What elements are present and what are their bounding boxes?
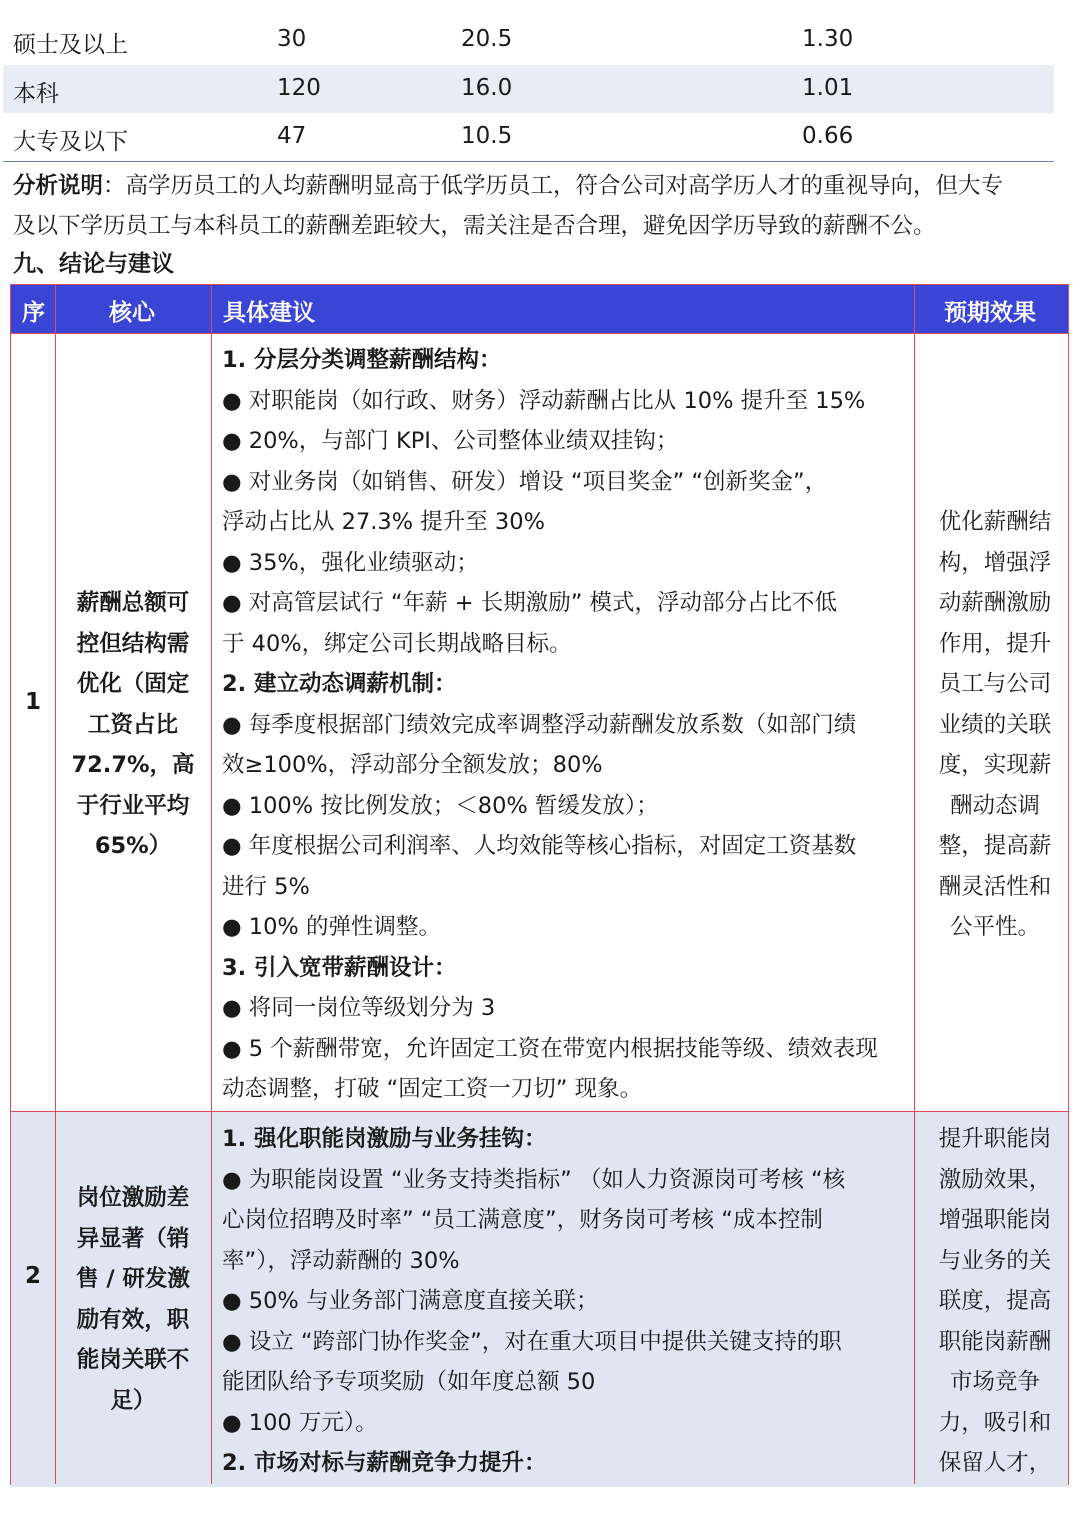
core-issue: [57, 583, 209, 867]
effect-line: 员工与公司: [938, 671, 1052, 697]
effect-line: 公平性。: [949, 914, 1040, 940]
suggestion-line: ● 设立 “跨部门协作奖金”，对在重大项目中提供关键支持的职: [222, 1328, 842, 1355]
core-issue: [57, 1178, 209, 1421]
suggestion-line: 心岗位招聘及时率” “员工满意度”，财务岗可考核 “成本控制: [222, 1207, 823, 1233]
core-line: 售 / 研发激: [76, 1266, 190, 1292]
effect-line: 激励效果，: [938, 1166, 1052, 1193]
suggestion-heading: 2. 市场对标与薪酬竞争力提升：: [222, 1450, 547, 1476]
edu-level: 大专及以下: [13, 129, 128, 155]
suggestion-heading: 2. 建立动态调薪机制：: [222, 671, 457, 697]
suggestion-line: ● 对业务岗（如销售、研发）增设 “项目奖金” “创新奖金”，: [222, 468, 828, 495]
effect-line: 市场竞争: [949, 1369, 1040, 1395]
table-header: [11, 285, 1068, 333]
suggestion-heading: 3. 引入宽带薪酬设计：: [222, 954, 457, 981]
row-divider: [11, 1111, 1068, 1112]
column-divider: [55, 285, 56, 1484]
core-line: 薪酬总额可: [76, 590, 190, 616]
column-divider: [211, 285, 212, 1484]
suggestion-line: 效≥100%，浮动部分全额发放；80%: [222, 752, 603, 778]
effect-line: 职能岗薪酬: [938, 1328, 1052, 1355]
analysis-text-line: ：高学历员工的人均薪酬明显高于低学历员工，符合公司对高学历人才的重视导向，但大专: [103, 173, 1004, 199]
edu-ratio: 1.01: [802, 74, 854, 101]
suggestion-line: 进行 5%: [222, 873, 310, 900]
suggestion-line: ● 100 万元）。: [222, 1409, 378, 1436]
edu-count: 120: [277, 74, 321, 101]
core-line: 优化（固定: [76, 671, 190, 697]
suggestion-line: ● 每季度根据部门绩效完成率调整浮动薪酬发放系数（如部门绩: [222, 711, 857, 738]
table-row: [3, 113, 1054, 162]
analysis-text-line: 及以下学历员工与本科员工的薪酬差距较大，需关注是否合理，避免因学历导致的薪酬不公。: [13, 213, 936, 239]
detail-suggestions: [222, 340, 918, 1110]
table-row: [3, 65, 1054, 114]
table-row: [3, 16, 1054, 65]
header-detail: 具体建议: [223, 300, 315, 326]
row-number: 1: [24, 689, 41, 715]
education-salary-table: [3, 16, 1054, 162]
suggestion-heading: 1. 分层分类调整薪酬结构：: [222, 347, 502, 373]
suggestion-line: 于 40%，绑定公司长期战略目标。: [222, 630, 572, 657]
effect-line: 力，吸引和: [938, 1409, 1052, 1436]
detail-suggestions: [222, 1119, 918, 1484]
core-line: 励有效，职: [76, 1306, 190, 1333]
header-core: 核心: [109, 300, 155, 326]
table-bottom-rule: [3, 161, 1054, 162]
suggestion-line: ● 20%，与部门 KPI、公司整体业绩双挂钩；: [222, 428, 679, 454]
expected-effect: [925, 502, 1065, 948]
core-line: 72.7%，高: [71, 752, 195, 778]
suggestion-line: 浮动占比从 27.3% 提升至 30%: [222, 509, 545, 535]
edu-ratio: 0.66: [802, 123, 854, 149]
suggestion-line: ● 为职能岗设置 “业务支持类指标” （如人力资源岗可考核 “核: [222, 1166, 846, 1193]
effect-line: 保留人才，: [938, 1450, 1052, 1476]
section-title: 九、结论与建议: [13, 251, 174, 277]
core-line: 工资占比: [87, 711, 178, 738]
core-line: 能岗关联不: [76, 1347, 190, 1373]
core-line: 于行业平均: [76, 792, 190, 819]
effect-line: 构，增强浮: [938, 549, 1052, 576]
header-num: 序: [22, 300, 45, 326]
header-effect: 预期效果: [944, 300, 1036, 326]
core-line: 异显著（销: [76, 1225, 190, 1252]
row-number: 2: [24, 1263, 41, 1289]
effect-line: 优化薪酬结: [938, 509, 1052, 535]
effect-line: 作用，提升: [938, 630, 1052, 657]
suggestion-line: ● 年度根据公司利润率、人均效能等核心指标，对固定工资基数: [222, 833, 857, 859]
edu-avg-salary: 10.5: [461, 123, 513, 149]
suggestion-line: ● 5 个薪酬带宽，允许固定工资在带宽内根据技能等级、绩效表现: [222, 1035, 878, 1062]
effect-line: 与业务的关: [938, 1247, 1052, 1274]
effect-line: 提升职能岗: [938, 1126, 1052, 1152]
effect-line: 动薪酬激励: [938, 590, 1052, 616]
suggestion-line: ● 对高管层试行 “年薪 + 长期激励” 模式，浮动部分占比不低: [222, 590, 838, 616]
suggestion-line: ● 100% 按比例发放；＜80% 暂缓发放）；: [222, 792, 659, 819]
edu-count: 47: [277, 123, 307, 149]
effect-line: 整，提高薪: [938, 833, 1052, 859]
analysis-label: 分析说明: [13, 173, 104, 199]
suggestion-line: 动态调整，打破 “固定工资一刀切” 现象。: [222, 1076, 643, 1102]
core-line: 岗位激励差: [76, 1185, 190, 1211]
effect-line: 度，实现薪: [938, 752, 1052, 778]
row-divider: [11, 333, 1068, 334]
suggestion-line: ● 将同一岗位等级划分为 3: [222, 995, 496, 1021]
effect-line: 业绩的关联: [938, 711, 1052, 738]
suggestion-line: ● 50% 与业务部门满意度直接关联；: [222, 1288, 599, 1314]
edu-level: 本科: [13, 80, 59, 107]
suggestion-line: ● 10% 的弹性调整。: [222, 914, 441, 940]
core-line: 足）: [110, 1387, 156, 1414]
edu-count: 30: [277, 26, 307, 52]
edu-avg-salary: 16.0: [461, 74, 513, 101]
edu-level: 硕士及以上: [13, 32, 128, 58]
effect-line: 酬灵活性和: [938, 873, 1052, 900]
edu-avg-salary: 20.5: [461, 26, 513, 52]
suggestion-line: 能团队给予专项奖励（如年度总额 50: [222, 1369, 596, 1395]
expected-effect: [925, 1119, 1065, 1484]
effect-line: 联度，提高: [938, 1288, 1052, 1314]
core-line: 65%）: [94, 833, 172, 859]
effect-line: 酬动态调: [949, 792, 1040, 819]
suggestion-line: ● 对职能岗（如行政、财务）浮动薪酬占比从 10% 提升至 15%: [222, 387, 866, 414]
suggestion-line: 率”），浮动薪酬的 30%: [222, 1247, 460, 1274]
edu-ratio: 1.30: [802, 26, 854, 52]
effect-line: 增强职能岗: [938, 1207, 1052, 1233]
core-line: 控但结构需: [76, 630, 190, 657]
suggestion-line: ● 35%，强化业绩驱动；: [222, 549, 479, 576]
analysis-paragraph: [13, 166, 1058, 246]
suggestion-heading: 1. 强化职能岗激励与业务挂钩：: [222, 1126, 547, 1152]
conclusion-table: [10, 284, 1069, 1485]
